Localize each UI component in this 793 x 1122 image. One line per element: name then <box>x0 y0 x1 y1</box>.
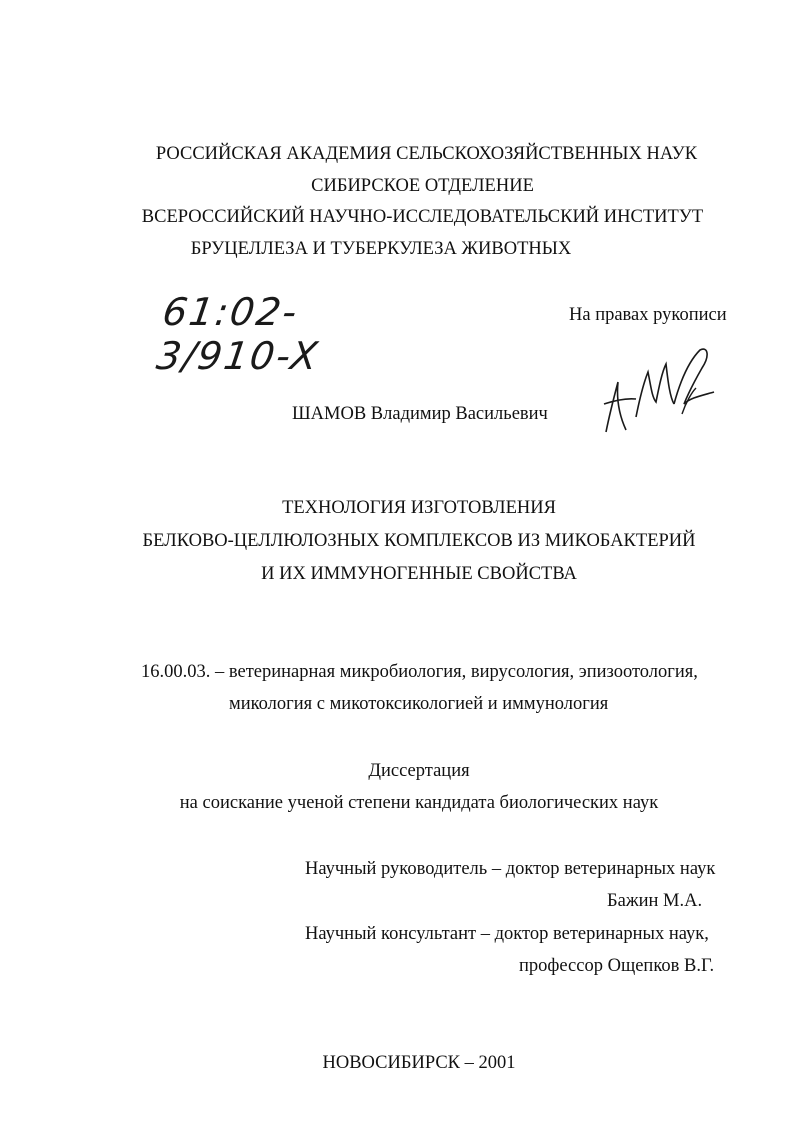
rights-note: На правах рукописи <box>569 305 727 325</box>
supervisor-role: Научный руководитель – доктор ветеринарных наук <box>305 859 716 879</box>
handwritten-archive-code <box>152 286 412 378</box>
thesis-title-line-1: ТЕХНОЛОГИЯ ИЗГОТОВЛЕНИЯ <box>282 498 556 518</box>
consultant-name: профессор Ощепков В.Г. <box>519 956 715 976</box>
dissertation-label: Диссертация <box>368 761 470 781</box>
organization-line-2: СИБИРСКОЕ ОТДЕЛЕНИЕ <box>311 176 534 196</box>
archive-code-text: 61:02-3/910-X <box>153 290 322 378</box>
specialty-line-1: 16.00.03. – ветеринарная микробиология, вирусология, эпизоотология, <box>141 662 698 682</box>
degree-statement: на соискание ученой степени кандидата биологических наук <box>179 793 659 813</box>
signature-icon <box>596 342 720 440</box>
specialty-line-2: микология с микотоксикологией и иммунология <box>229 694 609 714</box>
consultant-role: Научный консультант – доктор ветеринарных наук, <box>305 924 709 944</box>
supervisor-name: Бажин М.А. <box>607 891 703 911</box>
city-year: НОВОСИБИРСК – 2001 <box>322 1053 516 1073</box>
organization-line-1: РОССИЙСКАЯ АКАДЕМИЯ СЕЛЬСКОХОЗЯЙСТВЕННЫХ НАУК <box>155 144 698 164</box>
thesis-title-line-3: И ИХ ИММУНОГЕННЫЕ СВОЙСТВА <box>261 564 577 584</box>
organization-line-3: ВСЕРОССИЙСКИЙ НАУЧНО-ИССЛЕДОВАТЕЛЬСКИЙ ИНСТИТУТ <box>141 207 704 227</box>
organization-line-4: БРУЦЕЛЛЕЗА И ТУБЕРКУЛЕЗА ЖИВОТНЫХ <box>190 239 572 259</box>
thesis-title-line-2: БЕЛКОВО-ЦЕЛЛЮЛОЗНЫХ КОМПЛЕКСОВ ИЗ МИКОБАКТЕРИЙ <box>142 531 696 551</box>
author-name: ШАМОВ Владимир Васильевич <box>292 404 548 424</box>
